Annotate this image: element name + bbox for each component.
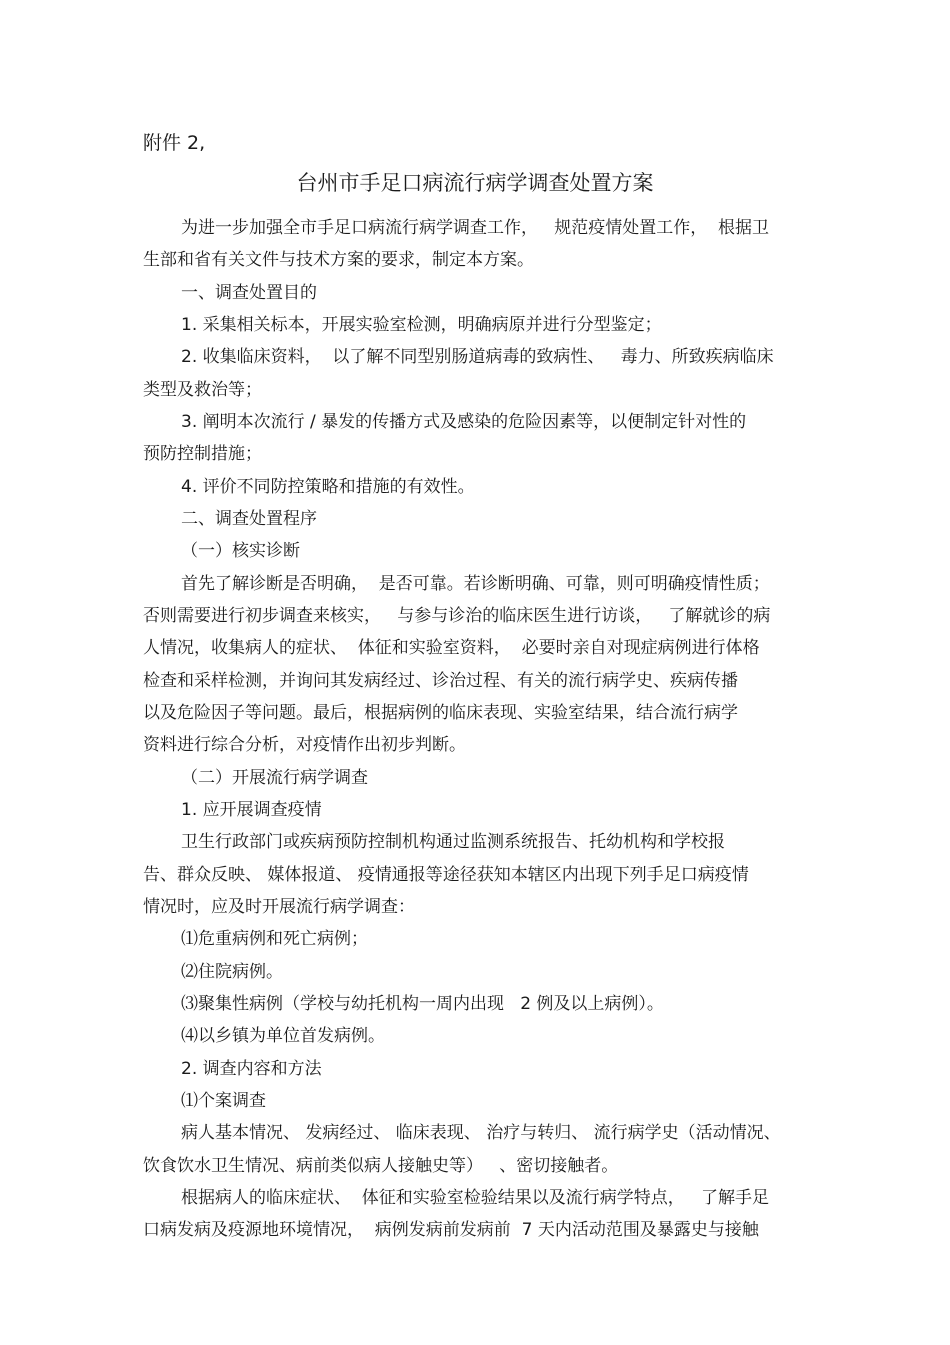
- subsection-heading: （一）核实诊断: [181, 541, 300, 561]
- body-line: 否则需要进行初步调查来核实， 与参与诊治的临床医生进行访谈， 了解就诊的病: [143, 606, 771, 626]
- document-title: 台州市手足口病流行病学调查处置方案: [296, 171, 654, 195]
- body-line: 情况时，应及时开展流行病学调查：: [143, 897, 415, 917]
- list-item: 2. 调查内容和方法: [181, 1059, 322, 1079]
- body-line: 为进一步加强全市手足口病流行病学调查工作， 规范疫情处置工作， 根据卫: [181, 218, 770, 238]
- body-line: 病人基本情况、 发病经过、 临床表现、 治疗与转归、 流行病学史（活动情况、: [181, 1123, 781, 1143]
- list-item: ⑴个案调查: [181, 1091, 266, 1111]
- list-item: 4. 评价不同防控策略和措施的有效性。: [181, 477, 475, 497]
- body-line: 饮食饮水卫生情况、病前类似病人接触史等） 、密切接触者。: [143, 1156, 619, 1176]
- section-heading: 一、调查处置目的: [181, 283, 317, 303]
- list-item: ⑵住院病例。: [181, 962, 283, 982]
- body-line: 首先了解诊断是否明确， 是否可靠。若诊断明确、可靠，则可明确疫情性质；: [181, 574, 770, 594]
- list-item: 1. 应开展调查疫情: [181, 800, 322, 820]
- list-item: ⑷以乡镇为单位首发病例。: [181, 1026, 385, 1046]
- body-line: 资料进行综合分析，对疫情作出初步判断。: [143, 735, 466, 755]
- body-line: 人情况，收集病人的症状、 体征和实验室资料， 必要时亲自对现症病例进行体格: [143, 638, 760, 658]
- body-line: 生部和省有关文件与技术方案的要求，制定本方案。: [143, 250, 534, 270]
- list-item: ⑴危重病例和死亡病例；: [181, 929, 368, 949]
- attachment-label: 附件 2,: [143, 132, 206, 154]
- body-line: 卫生行政部门或疾病预防控制机构通过监测系统报告、托幼机构和学校报: [181, 832, 725, 852]
- body-line: 预防控制措施；: [143, 444, 262, 464]
- list-item: 2. 收集临床资料， 以了解不同型别肠道病毒的致病性、 毒力、所致疾病临床: [181, 347, 774, 367]
- body-line: 告、群众反映、 媒体报道、 疫情通报等途径获知本辖区内出现下列手足口病疫情: [143, 865, 749, 885]
- list-item: ⑶聚集性病例（学校与幼托机构一周内出现 2 例及以上病例）。: [181, 994, 664, 1014]
- body-line: 类型及救治等；: [143, 380, 262, 400]
- list-item: 1. 采集相关标本，开展实验室检测，明确病原并进行分型鉴定；: [181, 315, 662, 335]
- section-heading: 二、调查处置程序: [181, 509, 317, 529]
- body-line: 根据病人的临床症状、 体征和实验室检验结果以及流行病学特点， 了解手足: [181, 1188, 770, 1208]
- body-line: 口病发病及疫源地环境情况， 病例发病前发病前 7 天内活动范围及暴露史与接触: [143, 1220, 759, 1240]
- list-item: 3. 阐明本次流行 / 暴发的传播方式及感染的危险因素等，以便制定针对性的: [181, 412, 747, 432]
- body-line: 检查和采样检测，并询问其发病经过、诊治过程、有关的流行病学史、疾病传播: [143, 671, 738, 691]
- subsection-heading: （二）开展流行病学调查: [181, 768, 368, 788]
- body-line: 以及危险因子等问题。最后，根据病例的临床表现、实验室结果，结合流行病学: [143, 703, 738, 723]
